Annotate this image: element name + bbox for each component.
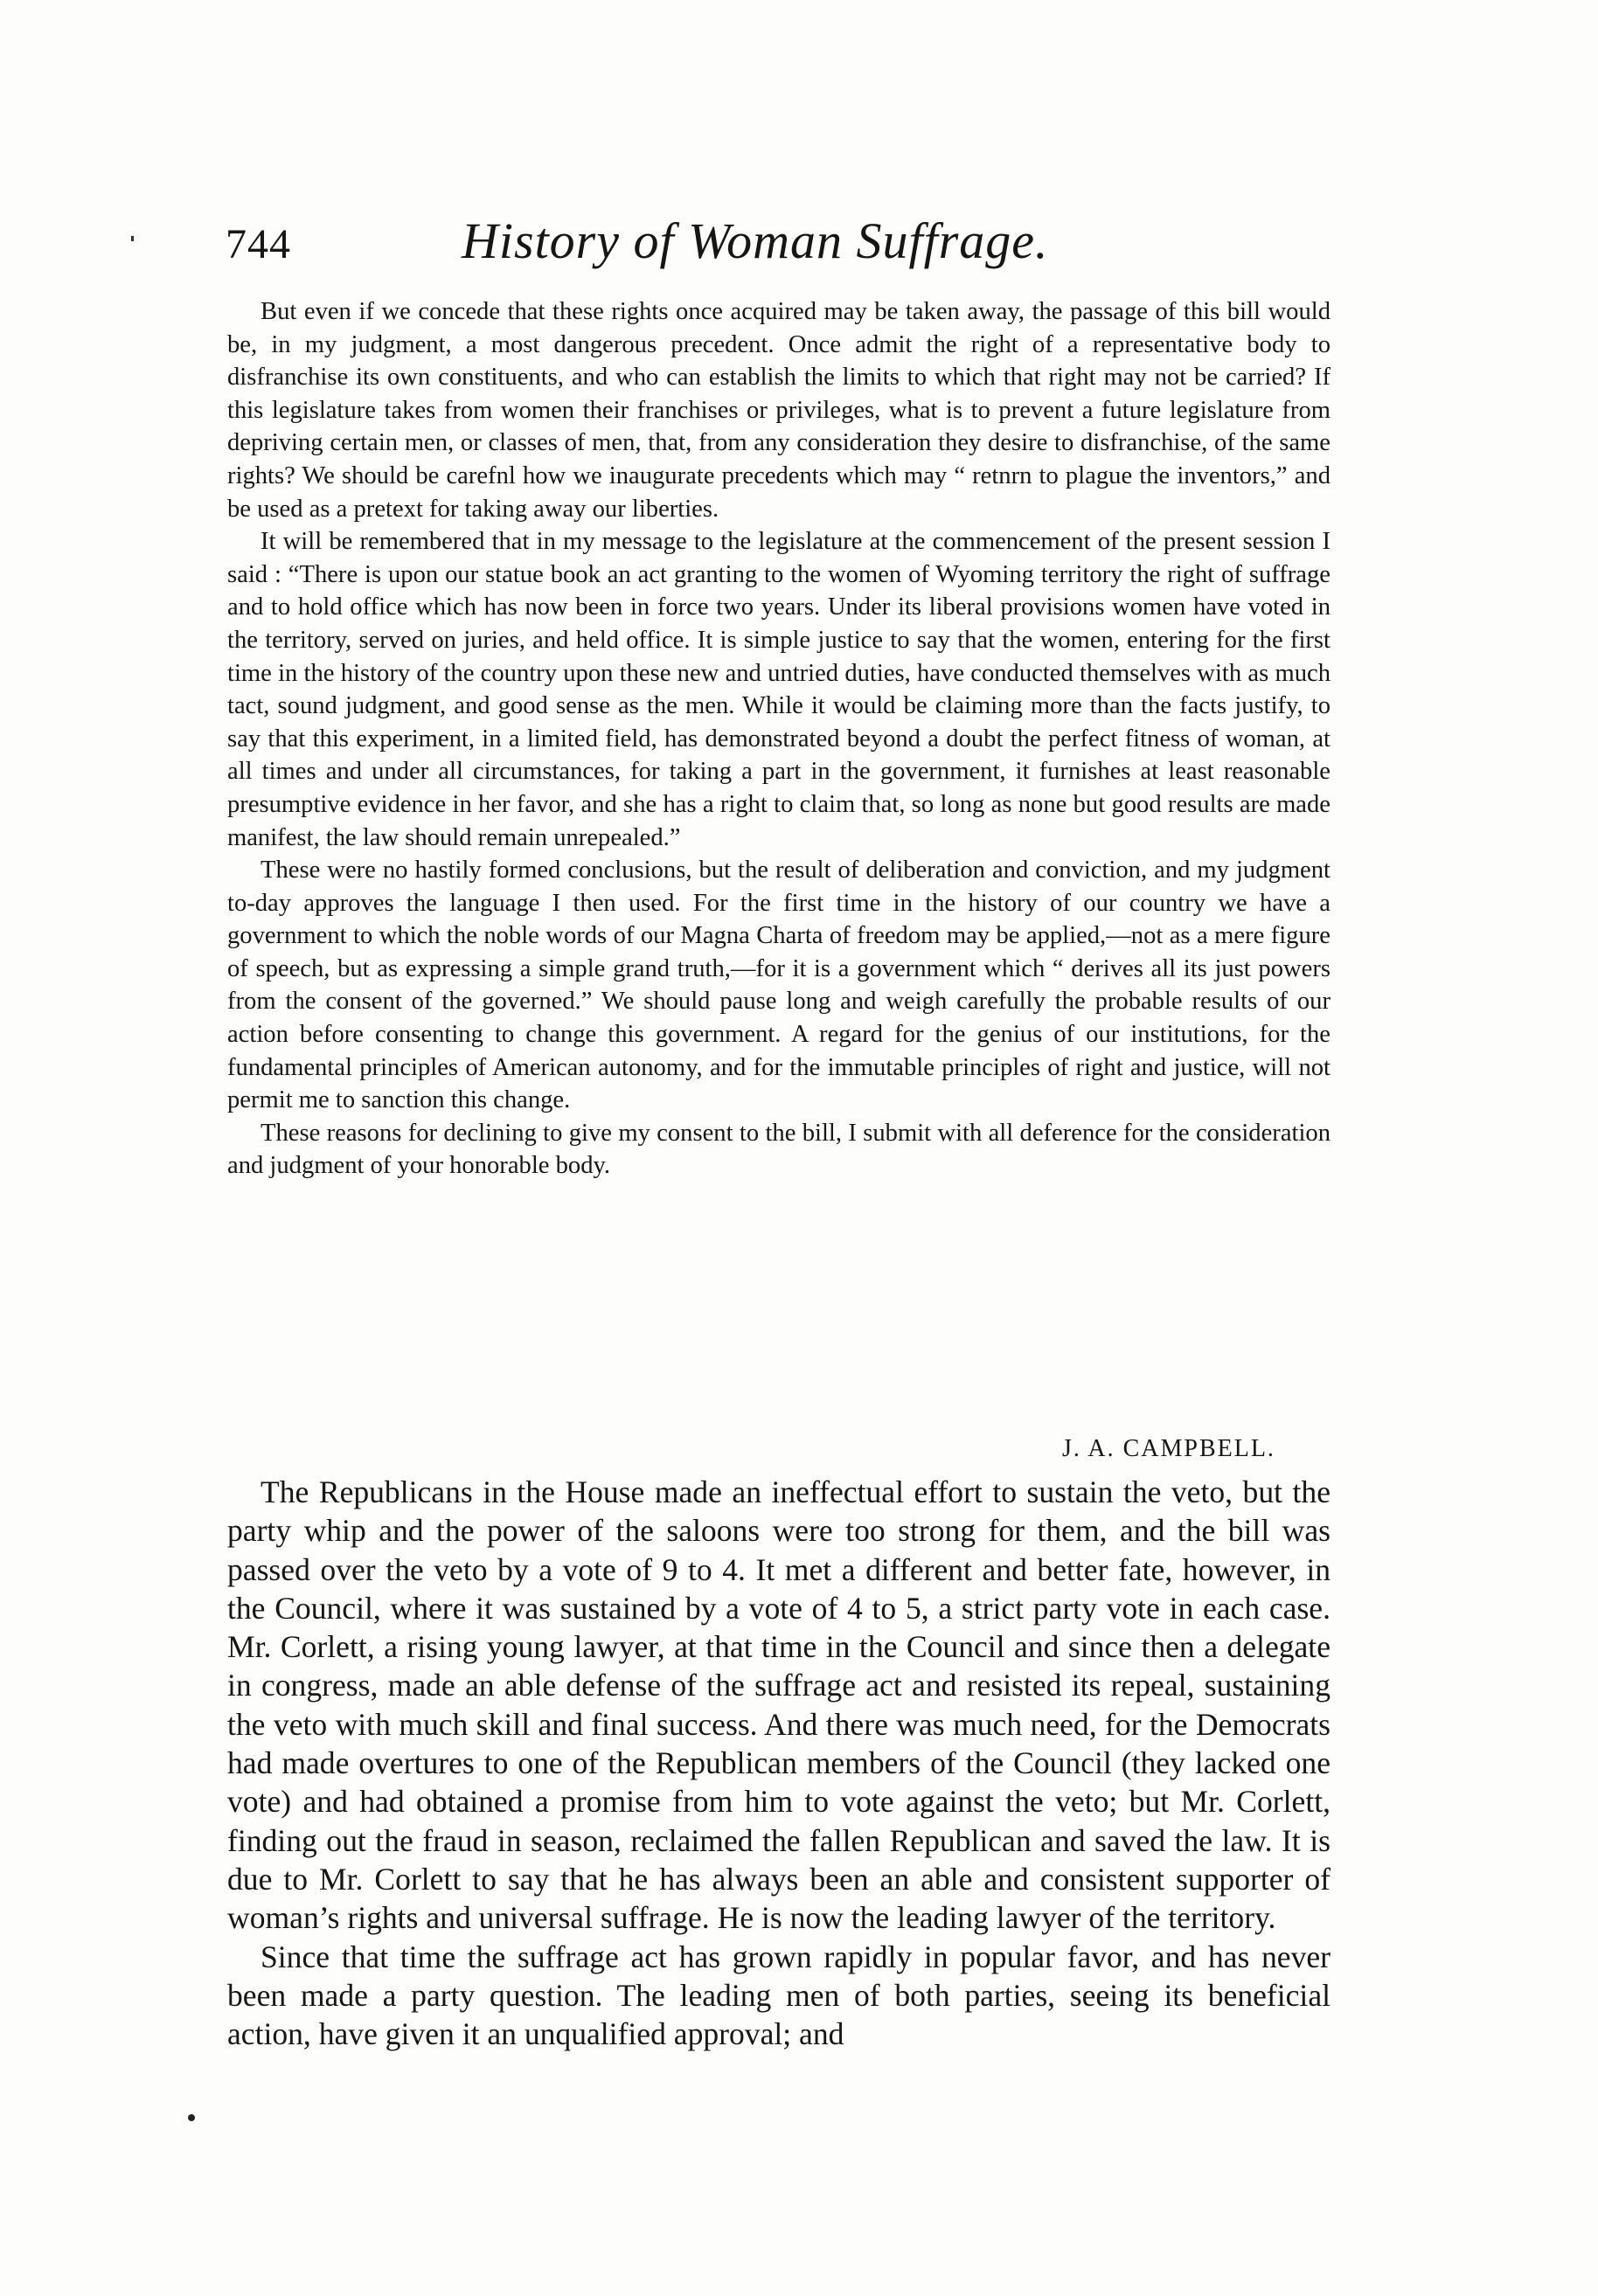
page-number: 744 <box>226 221 291 267</box>
message-paragraph-4: These reasons for declining to give my consent to the bill, I submit with all deference for the consideration and judgment of your honorable body. <box>227 1119 1331 1180</box>
message-paragraph-1: But even if we concede that these rights once acquired may be taken away, the passage of this bill would be, in my judgment, a most dangerous precedent. Once admit the right of a representative body to disfranchise its own constituents, and who can establish the limits to which that right may not be carried? If this legislature takes from women their franchises or privileges, what is to prevent a future legislature from depriving certain men, or classes of men, that, from any consideration they desire to disfranchise, of the same rights? We should be carefnl how we inaugurate precedents which may “ retnrn to plague the inventors,” and be used as a pretext for taking away our liberties. <box>227 298 1331 523</box>
narrative-paragraph-2: Since that time the suffrage act has grown rapidly in popular favor, and has never been made a party question. The leading men of both parties, seeing its beneficial action, have given it an unqualified approval; and <box>227 1939 1331 2052</box>
message-paragraph-2: It will be remembered that in my message to the legislature at the commencement of the present session I said : “There is upon our statue book an act granting to the women of Wyoming territory the right of suffrage and to hold office which has now been in force two years. Under its liberal provisions women have voted in the territory, served on juries, and held office. It is simple justice to say that the women, entering for the first time in the history of the country upon these new and untried duties, have conducted themselves with as much tact, sound judgment, and good sense as the men. While it would be claiming more than the facts justify, to say that this experiment, in a limited field, has demonstrated beyond a doubt the perfect fitness of woman, at all times and under all circumstances, for taking a part in the government, it furnishes at least reasonable presumptive evidence in her favor, and she has a right to claim that, so long as none but good results are made manifest, the law should remain unrepealed.” <box>227 528 1331 851</box>
narrative-text <box>227 1473 1331 2053</box>
veto-message <box>227 295 1331 1183</box>
message-paragraph-3: These were no hastily formed conclusions, but the result of deliberation and conviction, and my judgment to-day approves the language I then used. For the first time in the history of our country we have a government to which the noble words of our Magna Charta of freedom may be applied,—not as a mere figure of speech, but as expressing a simple grand truth,—for it is a government which “ derives all its just powers from the consent of the governed.” We should pause long and weigh carefully the probable results of our action before consenting to change this government. A regard for the genius of our institutions, for the fundamental principles of American autonomy, and for the immutable principles of right and justice, will not permit me to sanction this change. <box>227 857 1331 1114</box>
narrative-paragraph-1: The Republicans in the House made an ineffectual effort to sustain the veto, but the party whip and the power of the saloons were too strong for them, and the bill was passed over the veto by a vote of 9 to 4. It met a different and better fate, however, in the Council, where it was sustained by a vote of 4 to 5, a strict party vote in each case. Mr. Corlett, a rising young lawyer, at that time in the Council and since then a delegate in congress, made an able defense of the suffrage act and resisted its repeal, sustaining the veto with much skill and final success. And there was much need, for the Democrats had made overtures to one of the Republican members of the Council (they lacked one vote) and had obtained a promise from him to vote against the veto; but Mr. Corlett, finding out the fraud in season, reclaimed the fallen Republican and saved the law. It is due to Mr. Corlett to say that he has always been an able and consistent supporter of woman’s rights and universal suffrage. He is now the leading lawyer of the territory. <box>227 1474 1331 1936</box>
signature: J. A. CAMPBELL. <box>1062 1435 1275 1462</box>
margin-dot <box>188 2114 195 2121</box>
running-head <box>226 212 1362 281</box>
margin-speck <box>131 236 134 241</box>
book-title: History of Woman Suffrage. <box>462 212 1049 269</box>
